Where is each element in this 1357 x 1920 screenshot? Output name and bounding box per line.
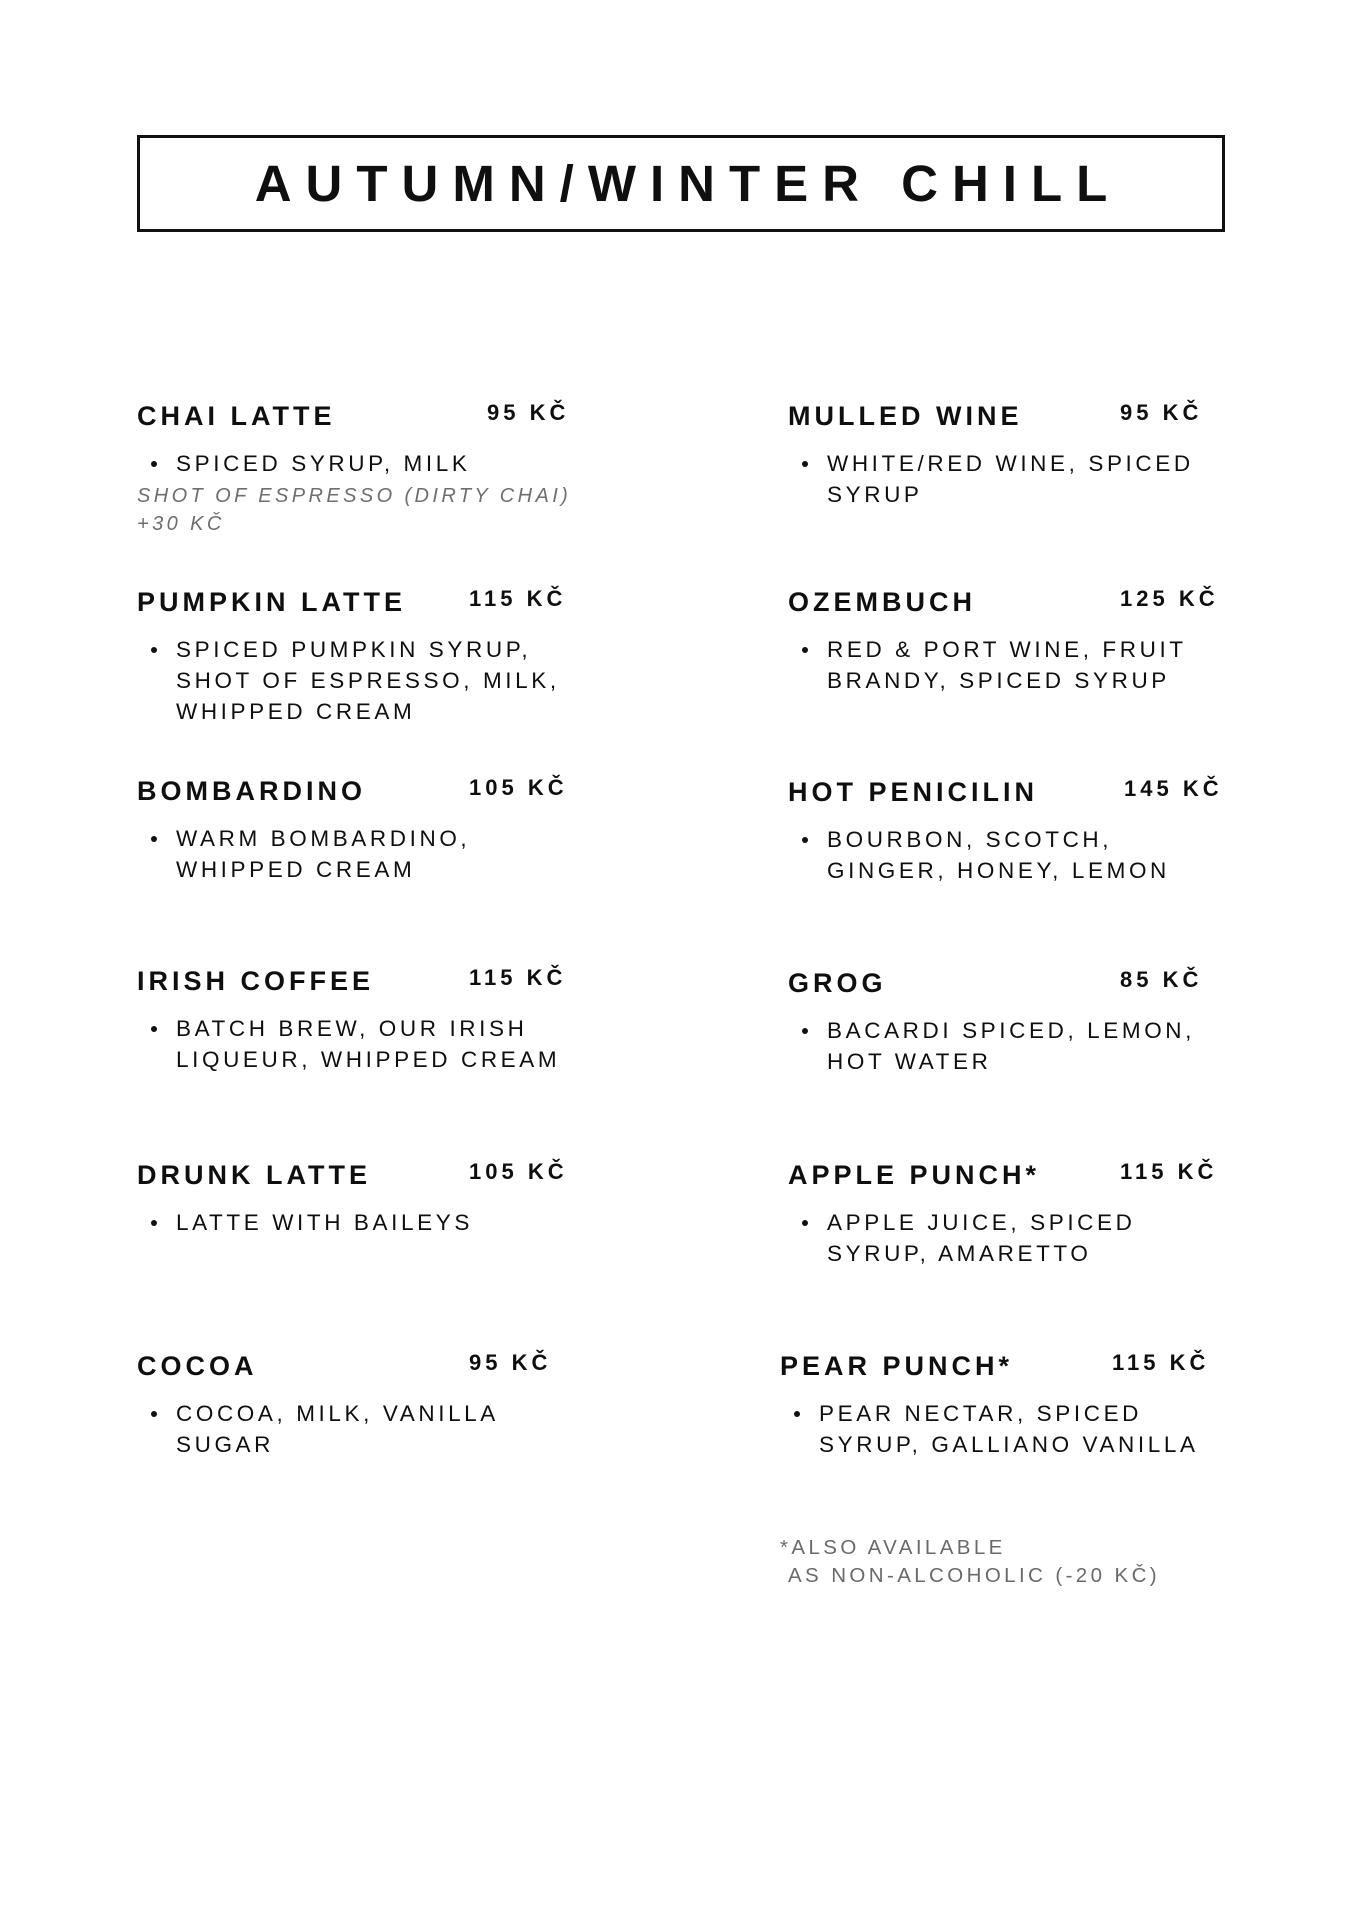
description-line: APPLE JUICE, SPICED (827, 1207, 1135, 1238)
item-name: BOMBARDINO (137, 776, 366, 806)
item-price: 145 KČ (1124, 776, 1223, 801)
item-note (137, 482, 571, 538)
item-name: GROG (788, 968, 887, 998)
description-line: WHIPPED CREAM (176, 857, 416, 882)
item-description (788, 1207, 1135, 1269)
description-line: HOT WATER (827, 1049, 992, 1074)
description-line: BRANDY, SPICED SYRUP (827, 668, 1170, 693)
description-line: SYRUP, GALLIANO VANILLA (819, 1432, 1199, 1457)
description-line: COCOA, MILK, VANILLA (176, 1398, 499, 1429)
description-line: WHITE/RED WINE, SPICED (827, 448, 1194, 479)
item-description (137, 1207, 473, 1238)
description-line: LIQUEUR, WHIPPED CREAM (176, 1047, 561, 1072)
note-line: +30 KČ (137, 513, 225, 535)
item-price: 115 KČ (469, 965, 567, 990)
description-line: BOURBON, SCOTCH, (827, 824, 1170, 855)
item-name: COCOA (137, 1351, 258, 1381)
description-line: SHOT OF ESPRESSO, MILK, (176, 668, 560, 693)
footnote-line: AS NON-ALCOHOLIC (-20 KČ) (780, 1564, 1161, 1587)
item-description (137, 634, 560, 727)
description-line: BACARDI SPICED, LEMON, (827, 1015, 1195, 1046)
item-name: MULLED WINE (788, 401, 1023, 431)
item-name: HOT PENICILIN (788, 777, 1039, 807)
item-price: 105 KČ (469, 1159, 568, 1184)
description-line: LATTE WITH BAILEYS (176, 1207, 473, 1238)
item-price: 115 KČ (1112, 1350, 1210, 1375)
menu-title-frame (137, 135, 1225, 232)
footnote-line: *ALSO AVAILABLE (780, 1536, 1006, 1559)
description-line: WHIPPED CREAM (176, 699, 416, 724)
item-price: 115 KČ (469, 586, 567, 611)
menu-title: AUTUMN/WINTER CHILL (254, 155, 1122, 212)
item-price: 85 KČ (1120, 967, 1203, 992)
item-description (137, 1398, 499, 1460)
item-description (137, 1013, 560, 1075)
item-name: APPLE PUNCH* (788, 1160, 1041, 1190)
item-name: IRISH COFFEE (137, 966, 375, 996)
item-name: DRUNK LATTE (137, 1160, 371, 1190)
item-description (137, 823, 470, 885)
description-line: SPICED PUMPKIN SYRUP, (176, 634, 560, 665)
description-line: SUGAR (176, 1432, 275, 1457)
item-name: OZEMBUCH (788, 587, 976, 617)
item-description (780, 1398, 1199, 1460)
description-line: SYRUP (827, 482, 923, 507)
item-name: PUMPKIN LATTE (137, 587, 406, 617)
note-line: SHOT OF ESPRESSO (DIRTY CHAI) (137, 485, 572, 507)
description-line: RED & PORT WINE, FRUIT (827, 634, 1187, 665)
item-description (137, 448, 470, 479)
item-price: 125 KČ (1120, 586, 1219, 611)
description-line: GINGER, HONEY, LEMON (827, 858, 1170, 883)
item-price: 115 KČ (1120, 1159, 1218, 1184)
item-price: 95 KČ (1120, 400, 1203, 425)
item-description (788, 824, 1170, 886)
non-alcoholic-footnote (780, 1534, 1160, 1590)
description-line: SYRUP, AMARETTO (827, 1241, 1092, 1266)
item-description (788, 634, 1187, 696)
description-line: BATCH BREW, OUR IRISH (176, 1013, 560, 1044)
description-line: SPICED SYRUP, MILK (176, 448, 470, 479)
item-name: CHAI LATTE (137, 401, 336, 431)
item-description (788, 448, 1194, 510)
description-line: WARM BOMBARDINO, (176, 823, 470, 854)
item-price: 105 KČ (469, 775, 568, 800)
item-price: 95 KČ (469, 1350, 552, 1375)
item-price: 95 KČ (487, 400, 570, 425)
description-line: PEAR NECTAR, SPICED (819, 1398, 1199, 1429)
item-name: PEAR PUNCH* (780, 1351, 1014, 1381)
item-description (788, 1015, 1195, 1077)
